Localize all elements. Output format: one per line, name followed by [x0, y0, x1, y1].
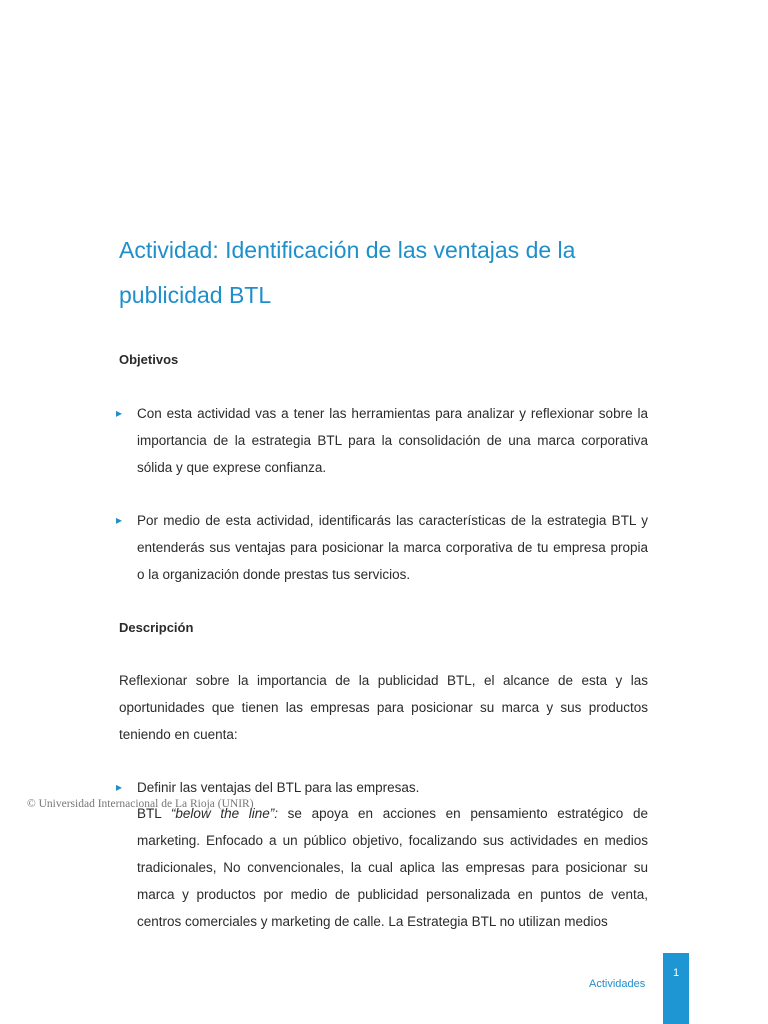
arrow-bullet-icon: ▸	[116, 513, 123, 527]
descripcion-bullet: Definir las ventajas del BTL para las empresas.	[137, 780, 420, 795]
objetivo-item-2: Por medio de esta actividad, identificarás las características de la estrategia BTL y entenderás sus ventajas para posicionar la marca corporativa de tu empresa propia o la organización donde prestas tus servicios.	[137, 513, 648, 582]
page-title: Actividad: Identificación de las ventajas de la publicidad BTL	[119, 237, 576, 308]
descripcion-heading: Descripción	[119, 620, 194, 635]
page-number: 1	[672, 967, 680, 979]
footer-section-label: Actividades	[589, 978, 646, 990]
arrow-bullet-icon: ▸	[116, 406, 123, 420]
btl-definition	[137, 800, 648, 935]
copyright-watermark: © Universidad Internacional de La Rioja (UNIR)	[27, 798, 254, 810]
descripcion-intro: Reflexionar sobre la importancia de la publicidad BTL, el alcance de esta y las oportunidades que tienen las empresas para posicionar su marca y sus productos teniendo en cuenta:	[119, 673, 648, 742]
btl-prefix: BTL	[137, 806, 171, 821]
arrow-bullet-icon: ▸	[116, 780, 123, 794]
btl-term: “below the line”:	[170, 806, 279, 821]
btl-text: se apoya en acciones en pensamiento estratégico de marketing. Enfocado a un público objetivo, focalizando sus actividades en medios tradicionales, No convencionales, la cual aplica las empresas para posicionar su marca y productos por medio de publicidad personalizada en puntos de venta, centros comerciales y marketing de calle. La Estrategia BTL no utilizan medios	[137, 806, 648, 929]
objetivo-item-1: Con esta actividad vas a tener las herramientas para analizar y reflexionar sobre la importancia de la estrategia BTL para la consolidación de una marca corporativa sólida y que exprese confianza.	[137, 406, 648, 475]
page-number-tab	[663, 953, 689, 1024]
objetivos-heading: Objetivos	[119, 352, 179, 367]
